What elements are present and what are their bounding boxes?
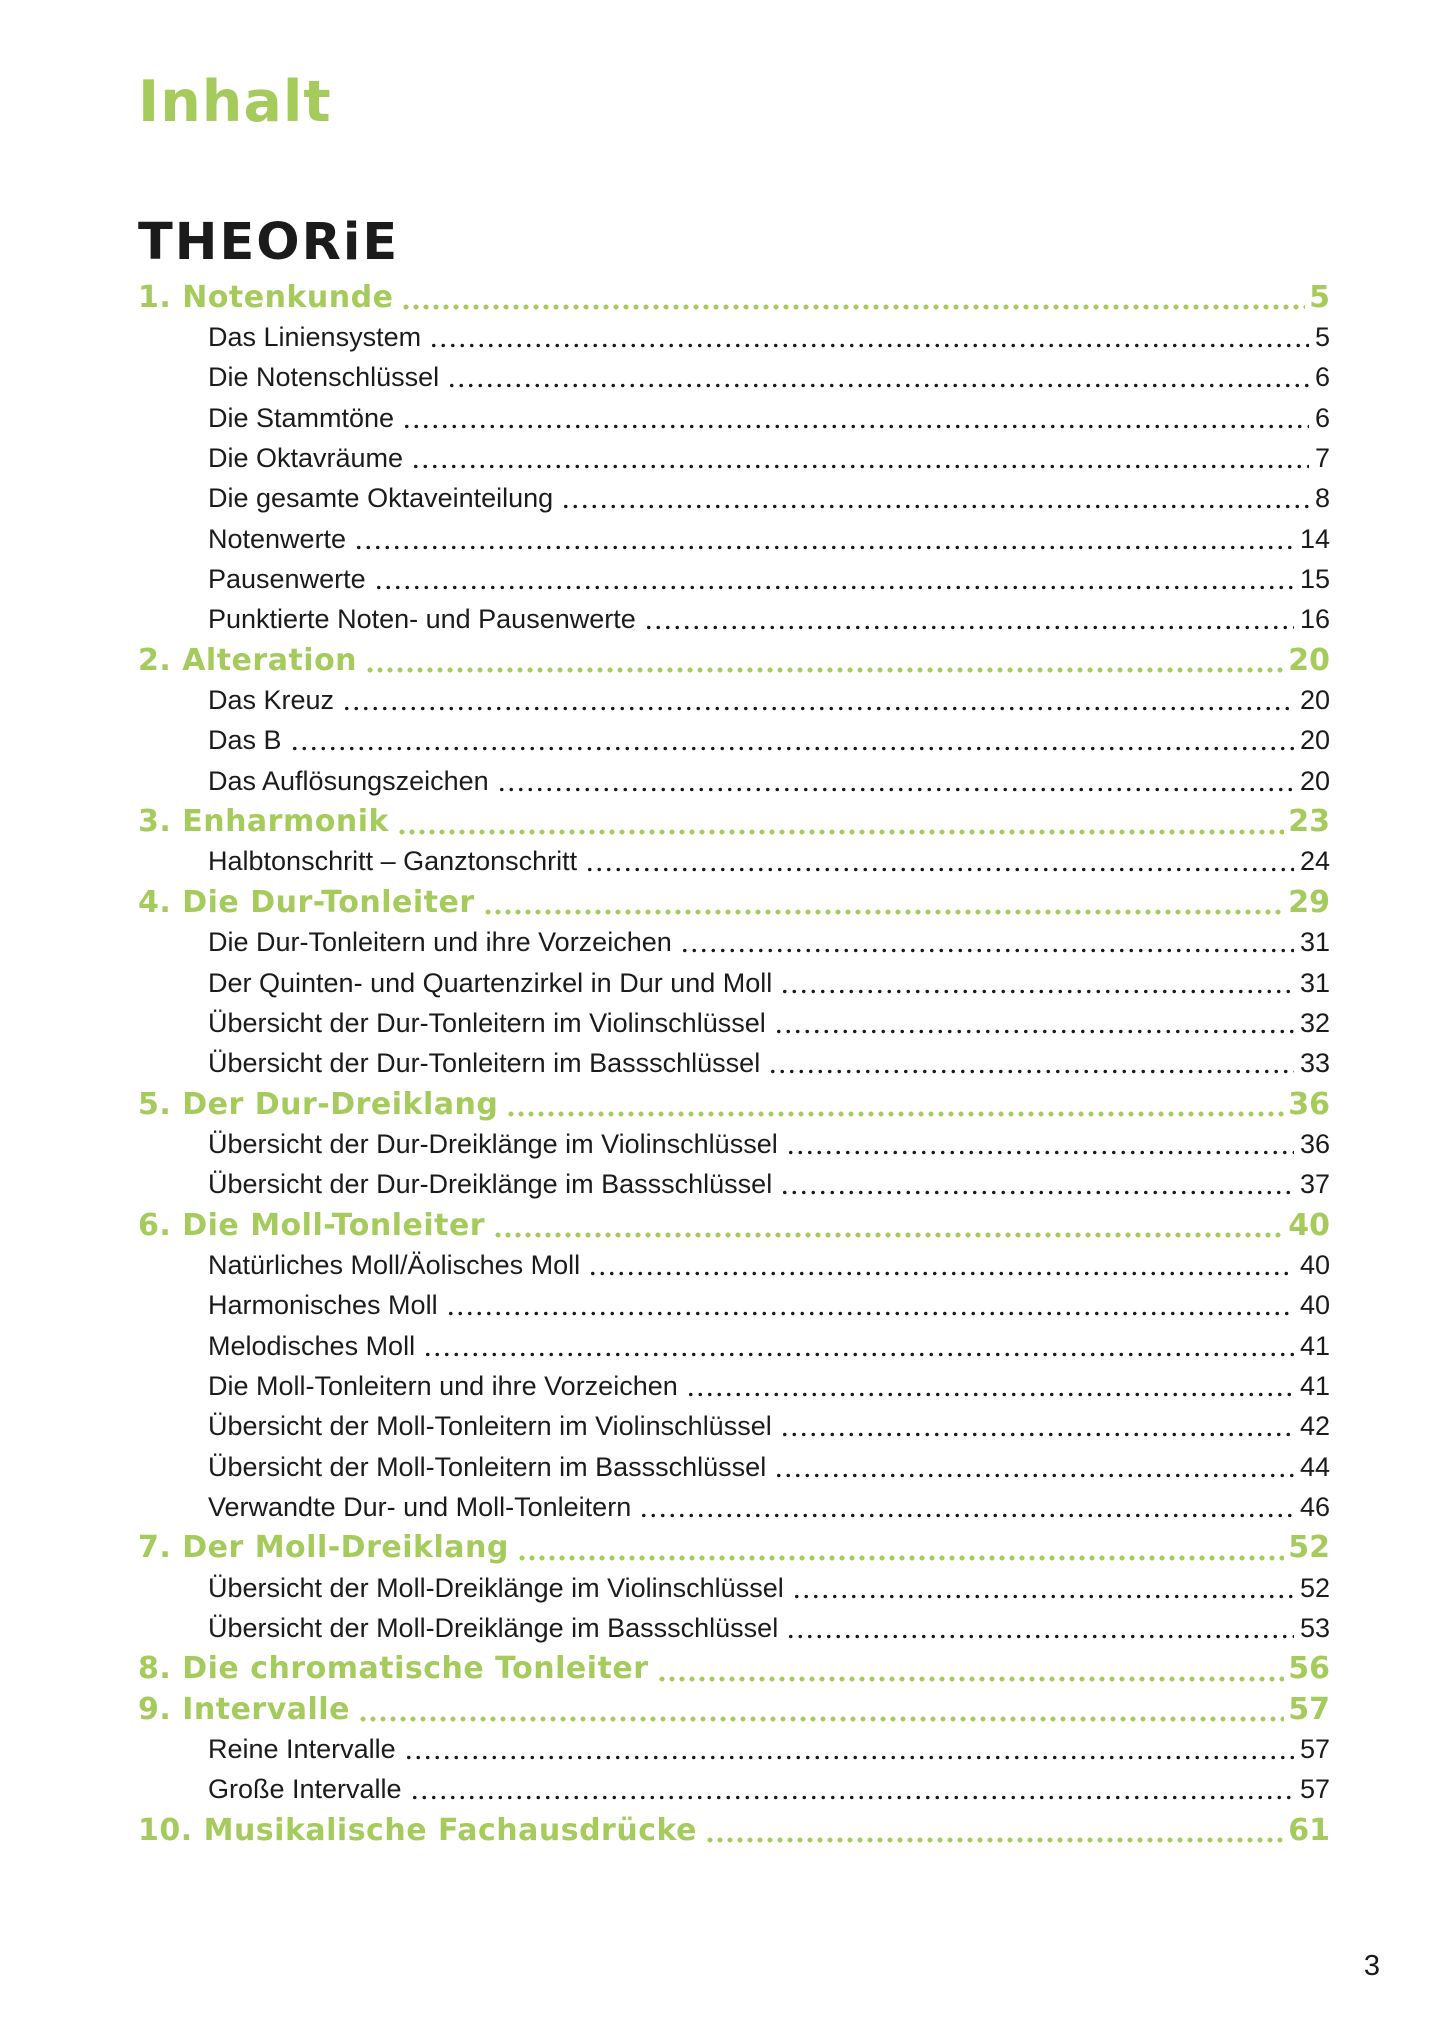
dotted-leader (446, 1311, 1294, 1316)
toc-entry-page: 44 (1299, 1451, 1330, 1482)
toc-entry-label: Harmonisches Moll (208, 1290, 438, 1321)
dotted-leader (423, 1352, 1294, 1357)
toc-entry-label: Übersicht der Dur-Dreiklänge im Bassschlüssel (208, 1169, 773, 1200)
toc-entry-label: Übersicht der Moll-Dreiklänge im Violinschlüssel (208, 1572, 784, 1603)
dotted-leader (774, 1029, 1294, 1034)
toc-entry (138, 1044, 1330, 1084)
dotted-leader (404, 1755, 1294, 1760)
footer-page-number: 3 (1363, 1950, 1380, 1982)
dotted-leader (411, 464, 1309, 469)
toc-entry-label: Übersicht der Moll-Tonleitern im Violinschlüssel (208, 1411, 772, 1442)
toc-entry-label: Die Moll-Tonleitern und ihre Vorzeichen (208, 1370, 678, 1401)
toc-entry-label: Das Liniensystem (208, 322, 422, 353)
dotted-leader (780, 989, 1294, 994)
toc-entry-label: Die Oktavräume (208, 443, 404, 474)
toc-entry-label: Die Notenschlüssel (208, 362, 440, 393)
toc-entry-page: 33 (1299, 1048, 1330, 1079)
toc-entry (138, 801, 1330, 841)
toc-entry (138, 1245, 1330, 1285)
dotted-leader (358, 1716, 1284, 1722)
toc-entry (138, 842, 1330, 882)
dotted-leader (561, 504, 1309, 509)
toc-entry-page: 61 (1288, 1812, 1330, 1848)
toc-entry-label: Übersicht der Dur-Dreiklänge im Violinschlüssel (208, 1128, 778, 1159)
toc-entry (138, 1729, 1330, 1769)
dotted-leader (354, 545, 1294, 550)
dotted-leader (588, 1271, 1294, 1276)
toc-entry-page: 36 (1288, 1086, 1330, 1122)
dotted-leader (786, 1150, 1294, 1155)
toc-entry-page: 23 (1288, 804, 1330, 840)
toc-entry-label: 6. Die Moll-Tonleiter (138, 1207, 486, 1243)
toc-entry-label: Melodisches Moll (208, 1330, 416, 1361)
dotted-leader (506, 1111, 1284, 1117)
toc-entry (138, 721, 1330, 761)
toc-entry-page: 56 (1288, 1651, 1330, 1687)
toc-entry-page: 46 (1299, 1491, 1330, 1522)
toc-entry (138, 1447, 1330, 1487)
toc-entry (138, 277, 1330, 317)
toc-entry-page: 20 (1299, 725, 1330, 756)
toc-entry-label: Pausenwerte (208, 564, 366, 595)
dotted-leader (657, 1676, 1285, 1682)
dotted-leader (517, 1555, 1284, 1561)
toc-entry-page: 24 (1299, 846, 1330, 877)
dotted-leader (342, 706, 1294, 711)
toc-entry (138, 963, 1330, 1003)
toc-entry-page: 52 (1288, 1530, 1330, 1566)
dotted-leader (585, 867, 1294, 872)
toc-entry-label: Reine Intervalle (208, 1734, 396, 1765)
toc-entry-page: 6 (1314, 402, 1330, 433)
dotted-leader (410, 1795, 1294, 1800)
toc-entry (138, 1165, 1330, 1205)
toc-entry-label: Natürliches Moll/Äolisches Moll (208, 1249, 581, 1280)
toc-entry (138, 479, 1330, 519)
toc-entry-label: Das B (208, 725, 282, 756)
dotted-leader (780, 1432, 1294, 1437)
toc-entry (138, 680, 1330, 720)
toc-entry-label: Große Intervalle (208, 1774, 402, 1805)
toc-entry-label: 7. Der Moll-Dreiklang (138, 1530, 509, 1566)
dotted-leader (768, 1069, 1294, 1074)
toc-entry (138, 1649, 1330, 1689)
toc-entry-page: 52 (1299, 1572, 1330, 1603)
toc-entry-label: Übersicht der Moll-Dreiklänge im Bassschlüssel (208, 1613, 779, 1644)
toc-entry-label: Punktierte Noten- und Pausenwerte (208, 604, 636, 635)
toc-entry-page: 14 (1299, 523, 1330, 554)
toc-entry-label: Übersicht der Dur-Tonleitern im Bassschlüssel (208, 1048, 761, 1079)
dotted-leader (401, 304, 1305, 310)
toc-entry-label: Die Dur-Tonleitern und ihre Vorzeichen (208, 927, 672, 958)
dotted-leader (483, 909, 1285, 915)
toc-entry (138, 317, 1330, 357)
toc-entry-page: 5 (1309, 279, 1330, 315)
dotted-leader (493, 1232, 1284, 1238)
toc-entry-page: 20 (1299, 765, 1330, 796)
toc-entry-page: 40 (1299, 1249, 1330, 1280)
dotted-leader (397, 829, 1284, 835)
toc-entry-label: 10. Musikalische Fachausdrücke (138, 1812, 697, 1848)
toc-entry-page: 57 (1299, 1774, 1330, 1805)
toc-entry-page: 40 (1299, 1290, 1330, 1321)
toc-entry (138, 1487, 1330, 1527)
toc-entry-label: 9. Intervalle (138, 1691, 350, 1727)
toc-entry (138, 519, 1330, 559)
dotted-leader (680, 948, 1294, 953)
dotted-leader (402, 424, 1309, 429)
toc-entry-label: Der Quinten- und Quartenzirkel in Dur und Moll (208, 967, 773, 998)
toc-entry-page: 20 (1299, 685, 1330, 716)
toc-entry (138, 761, 1330, 801)
dotted-leader (786, 1634, 1294, 1639)
toc-entry (138, 1003, 1330, 1043)
toc-entry-label: Notenwerte (208, 523, 347, 554)
dotted-leader (780, 1190, 1294, 1195)
toc-entry-page: 15 (1299, 564, 1330, 595)
toc-entry (138, 1205, 1330, 1245)
toc-entry-page: 31 (1299, 927, 1330, 958)
toc-entry (138, 1286, 1330, 1326)
toc-entry-page: 36 (1299, 1128, 1330, 1159)
dotted-leader (705, 1837, 1284, 1843)
toc-entry-label: Übersicht der Dur-Tonleitern im Violinschlüssel (208, 1007, 766, 1038)
toc-entry-label: Halbtonschritt – Ganztonschritt (208, 846, 578, 877)
toc-list (138, 277, 1330, 1850)
toc-entry-page: 32 (1299, 1007, 1330, 1038)
toc-entry (138, 358, 1330, 398)
dotted-leader (374, 585, 1294, 590)
toc-entry (138, 1770, 1330, 1810)
dotted-leader (497, 787, 1294, 792)
toc-entry-label: Die Stammtöne (208, 402, 395, 433)
toc-entry (138, 559, 1330, 599)
toc-entry (138, 640, 1330, 680)
page-title: Inhalt (138, 69, 332, 135)
toc-entry (138, 438, 1330, 478)
toc-entry-page: 6 (1314, 362, 1330, 393)
dotted-leader (644, 625, 1294, 630)
toc-entry (138, 1608, 1330, 1648)
toc-entry-page: 8 (1314, 483, 1330, 514)
toc-entry-page: 31 (1299, 967, 1330, 998)
toc-entry-label: 1. Notenkunde (138, 279, 394, 315)
toc-entry-page: 42 (1299, 1411, 1330, 1442)
toc-entry-label: 5. Der Dur-Dreiklang (138, 1086, 499, 1122)
dotted-leader (290, 746, 1294, 751)
dotted-leader (639, 1513, 1294, 1518)
toc-entry (138, 1407, 1330, 1447)
toc-entry-page: 57 (1299, 1734, 1330, 1765)
toc-entry-label: Das Auflösungszeichen (208, 765, 489, 796)
toc-entry-page: 40 (1288, 1207, 1330, 1243)
toc-entry (138, 1528, 1330, 1568)
toc-entry (138, 882, 1330, 922)
toc-entry (138, 1124, 1330, 1164)
toc-entry-page: 41 (1299, 1370, 1330, 1401)
toc-entry-label: 4. Die Dur-Tonleiter (138, 884, 475, 920)
toc-entry-page: 7 (1314, 443, 1330, 474)
toc-entry-page: 16 (1299, 604, 1330, 635)
toc-entry (138, 1689, 1330, 1729)
toc-entry (138, 1326, 1330, 1366)
toc-entry-page: 53 (1299, 1613, 1330, 1644)
dotted-leader (774, 1473, 1294, 1478)
toc-entry (138, 1084, 1330, 1124)
section-heading: THEORiE (138, 213, 400, 272)
dotted-leader (686, 1392, 1294, 1397)
toc-entry-page: 5 (1314, 322, 1330, 353)
toc-entry-label: 2. Alteration (138, 642, 358, 678)
dotted-leader (792, 1594, 1294, 1599)
toc-entry (138, 1366, 1330, 1406)
toc-entry-label: Übersicht der Moll-Tonleitern im Bassschlüssel (208, 1451, 767, 1482)
toc-entry (138, 923, 1330, 963)
toc-entry-page: 37 (1299, 1169, 1330, 1200)
dotted-leader (447, 383, 1309, 388)
toc-entry-page: 20 (1288, 642, 1330, 678)
toc-entry (138, 398, 1330, 438)
toc-entry-page: 57 (1288, 1691, 1330, 1727)
dotted-leader (429, 343, 1309, 348)
toc-entry-page: 29 (1288, 884, 1330, 920)
toc-entry-label: 8. Die chromatische Tonleiter (138, 1651, 649, 1687)
toc-entry (138, 1568, 1330, 1608)
toc-entry (138, 1810, 1330, 1850)
toc-entry-label: Das Kreuz (208, 685, 335, 716)
toc-entry-label: 3. Enharmonik (138, 804, 389, 840)
dotted-leader (365, 667, 1284, 673)
toc-entry (138, 600, 1330, 640)
toc-entry-label: Verwandte Dur- und Moll-Tonleitern (208, 1491, 632, 1522)
toc-entry-label: Die gesamte Oktaveinteilung (208, 483, 554, 514)
toc-entry-page: 41 (1299, 1330, 1330, 1361)
